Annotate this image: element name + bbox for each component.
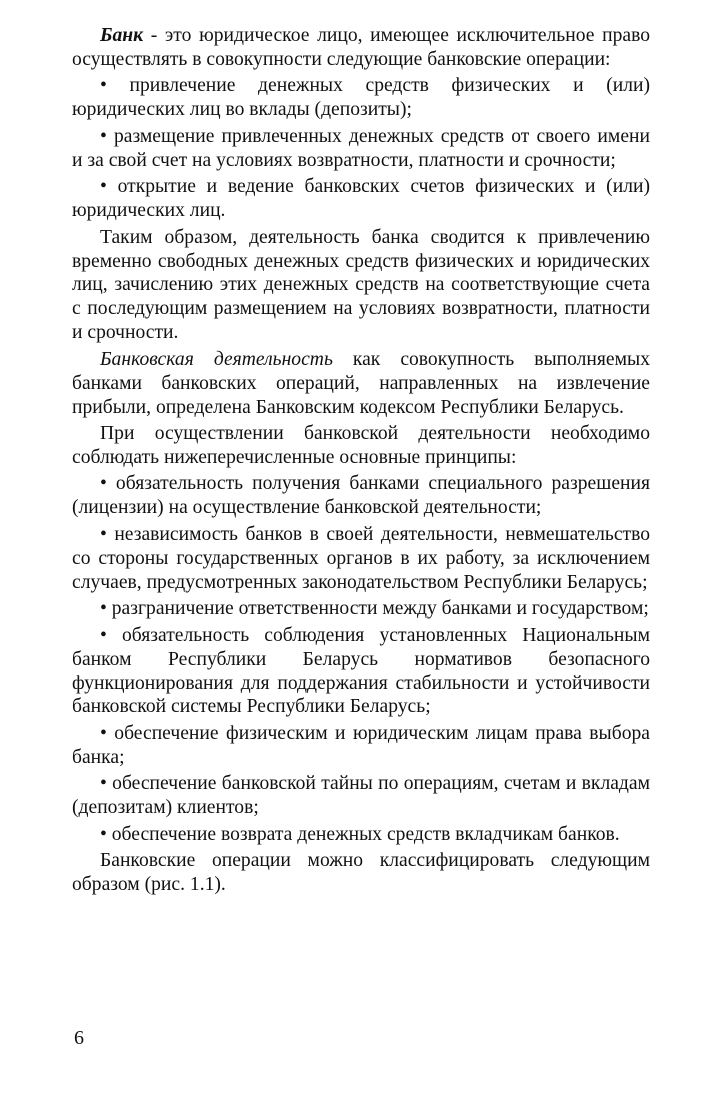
list-item: • обеспечение физическим и юридическим лицам права выбора банка; [72,722,650,768]
list-item: • независимость банков в своей деятельности, невмешательство со стороны государственных органов в их работу, за исключением случаев, предусмотренных законодательством Республики Беларусь; [72,523,650,593]
list-item: • обязательность получения банками специального разрешения (лицензии) на осуществление банковской деятельности; [72,473,650,519]
page-body [72,24,650,900]
paragraph-principles-intro: При осуществлении банковской деятельности необходимо соблюдать нижеперечисленные основные принципы: [72,423,650,468]
list-item: • открытие и ведение банковских счетов физических и (или) юридических лиц. [72,176,650,222]
list-item: • размещение привлеченных денежных средств от своего имени и за свой счет на условиях возвратности, платности и срочности; [72,125,650,171]
paragraph-classification: Банковские операции можно классифицировать следующим образом (рис. 1.1). [72,850,650,896]
list-item: • обязательность соблюдения установленных Национальным банком Республики Беларусь нормативов безопасного функционирования для поддержания стабильности и устойчивости банковской системы Республики Беларусь; [72,624,650,718]
list-item: • разграничение ответственности между банками и государством; [100,598,649,620]
paragraph-text: - это юридическое лицо, имеющее исключительное право осуществлять в совокупности следующие банковские операции: [72,25,650,70]
list-item: • привлечение денежных средств физических и (или) юридических лиц во вклады (депозиты); [72,75,650,121]
paragraph-banking-activity [72,348,650,420]
paragraph-summary: Таким образом, деятельность банка сводится к привлечению временно свободных денежных средств физических и юридических лиц, зачислению этих денежных средств на соответствующие счета с последующим размещением на условиях возвратности, платности и срочности. [72,226,650,344]
list-item: • обеспечение возврата денежных средств вкладчикам банков. [100,823,620,845]
paragraph-bank-definition [72,24,650,72]
paragraph-text: как совокупность выполняемых банками банковских операций, направленных на извлечение прибыли, определена Банковским кодексом Республики Беларусь. [72,348,650,418]
term-bank: Банк [100,25,144,46]
term-banking-activity: Банковская деятельность [100,348,333,370]
page-number: 6 [74,1027,84,1049]
list-item: • обеспечение банковской тайны по операциям, счетам и вкладам (депозитам) клиентов; [72,773,650,819]
